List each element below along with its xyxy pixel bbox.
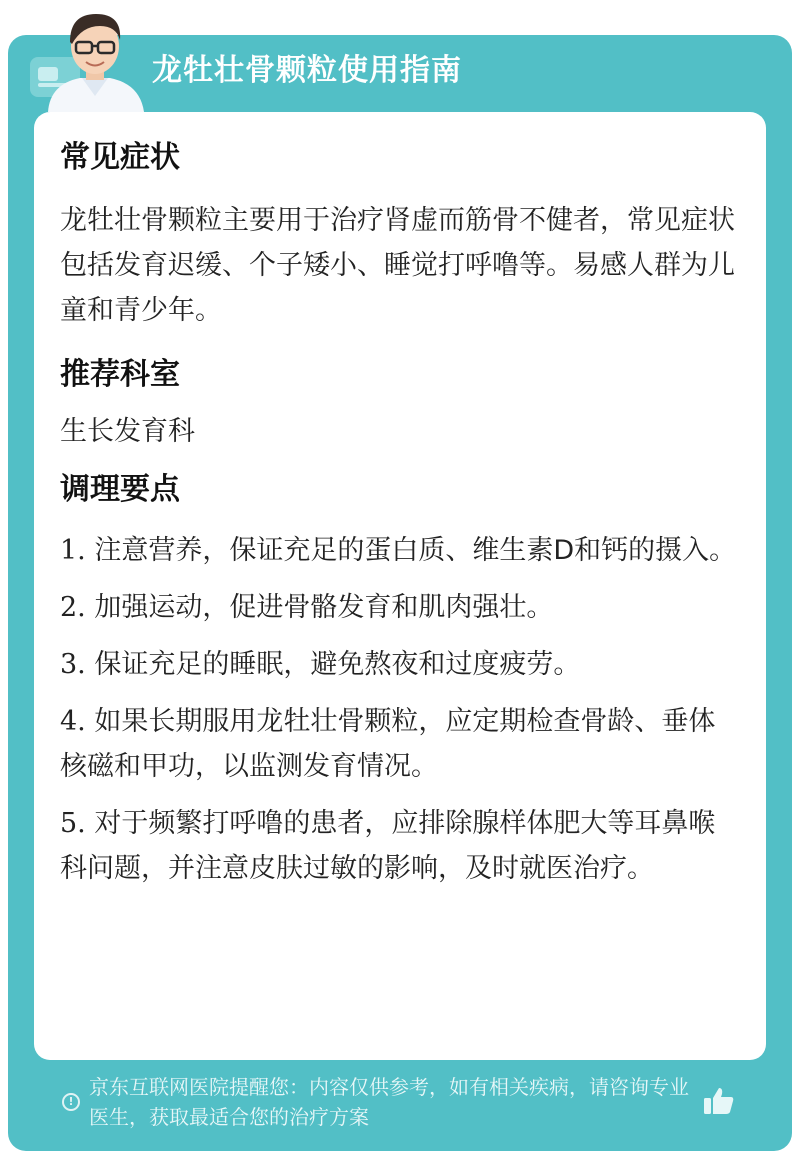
tips-list — [60, 528, 740, 891]
symptoms-text: 龙牡壮骨颗粒主要用于治疗肾虚而筋骨不健者，常见症状包括发育迟缓、个子矮小、睡觉打呼噜等。易感人群为儿童和青少年。 — [60, 205, 735, 326]
tip-item — [60, 585, 740, 630]
tip-item — [60, 699, 740, 789]
tip-text: 注意营养，保证充足的蛋白质、维生素D和钙的摄入。 — [94, 535, 737, 566]
section-title-tips: 调理要点 — [60, 472, 180, 507]
tip-number: 3. — [60, 649, 86, 680]
tip-text: 如果长期服用龙牡壮骨颗粒，应定期检查骨龄、垂体核磁和甲功，以监测发育情况。 — [60, 706, 716, 782]
tip-number: 2. — [60, 592, 86, 623]
tip-text: 保证充足的睡眠，避免熬夜和过度疲劳。 — [94, 649, 581, 680]
tip-number: 1. — [60, 535, 86, 566]
doctor-avatar-icon — [40, 4, 150, 112]
disclaimer-text: 京东互联网医院提醒您：内容仅供参考，如有相关疾病，请咨询专业医生，获取最适合您的治疗方案 — [89, 1075, 689, 1129]
section-title-symptoms: 常见症状 — [60, 140, 180, 175]
tip-text: 加强运动，促进骨骼发育和肌肉强壮。 — [94, 592, 554, 623]
content-card — [34, 112, 766, 1060]
tip-number: 5. — [60, 808, 86, 839]
department-text: 生长发育科 — [60, 416, 195, 447]
page-title: 龙牡壮骨颗粒使用指南 — [152, 53, 462, 88]
tip-number: 4. — [60, 706, 86, 737]
tip-item — [60, 528, 740, 573]
tip-text: 对于频繁打呼噜的患者，应排除腺样体肥大等耳鼻喉科问题，并注意皮肤过敏的影响，及时就医治疗。 — [60, 808, 716, 884]
thumbs-up-icon[interactable] — [702, 1084, 736, 1118]
tip-item — [60, 642, 740, 687]
tip-item — [60, 801, 740, 891]
footer-notice — [34, 1062, 766, 1150]
section-title-department: 推荐科室 — [60, 357, 180, 392]
info-icon: ! — [62, 1093, 80, 1111]
